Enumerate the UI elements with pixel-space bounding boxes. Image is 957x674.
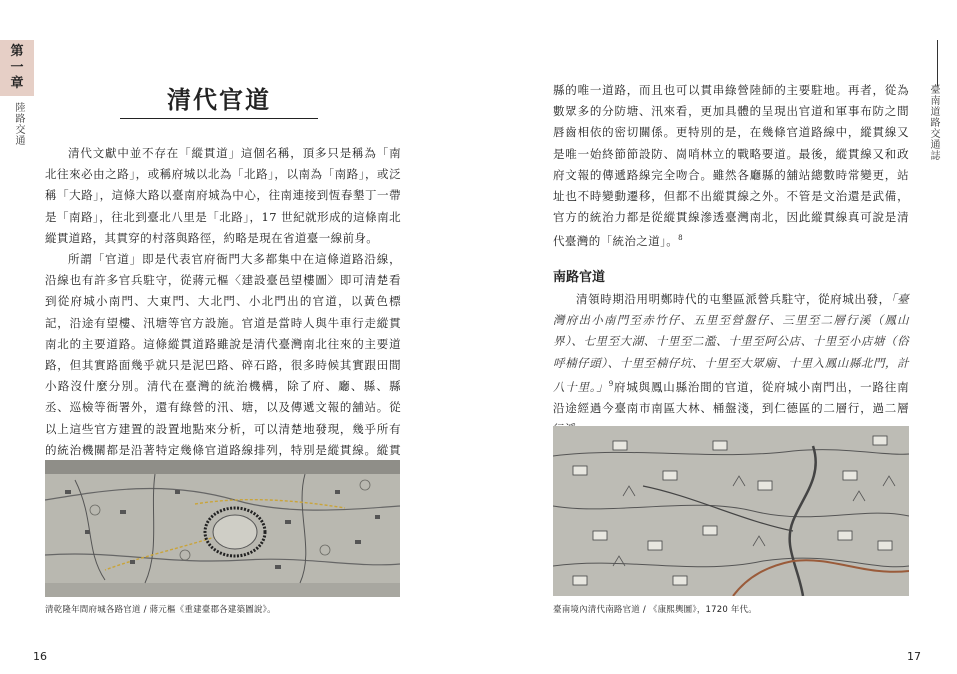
running-header-title: 臺南道路交通誌 bbox=[928, 84, 939, 161]
paragraph-text: 府城與鳳山縣治間的官道，從府城小南門出，一路往南沿途經過今臺南市南區大林、桶盤淺，到仁德區的二層行，過二層 bbox=[553, 379, 909, 415]
page-number: 17 bbox=[907, 650, 921, 663]
paragraph: 清代文獻中並不存在「縱貫道」這個名稱，頂多只是稱為「南北往來必由之路」，或稱府城以北為「北路」，以南為「南路」，或泛稱「大路」，這條大路以臺南府城為中心，往南連接到恆春墾丁一帶是「南路」，往北到臺北八里是「北路」，17 世紀就形成的這條南北縱貫道路，其貫穿的村落與路徑，約略是現在省道臺一線前身。 bbox=[45, 146, 401, 245]
paragraph: 所謂「官道」即是代表官府衙門大多都集中在這條道路沿線，沿線也有許多官兵駐守，從蔣元樞〈建設臺邑望樓圖〉即可清楚看到從府城小南門、大東門、大北門、小北門出的官道，以黃色標記，沿途有望樓、汛塘等官方設施。官道是當時人與牛車行走縱貫南北的主要道路。這條縱貫道路雖說是清代臺灣南北往來的主要道路，但其實路面幾乎就只是泥巴路、碎石路，很多時候其實跟田間小路沒什麼分別。清代在臺灣的統治機構，除了府、廳、縣、縣丞、巡檢等衙署外，還有綠營的汛、塘，以及傳遞文報的舖站。從以上這些官方建置的設置地點來分析，可以清楚地發現，幾乎所有的統治機關都是沿著特定幾條官道路線排列，特別是縱貫線。縱貫 bbox=[45, 252, 401, 457]
paragraph bbox=[553, 80, 909, 252]
chapter-tab-char: 章 bbox=[10, 76, 24, 91]
subsection-heading: 南路官道 bbox=[553, 270, 606, 285]
map-photo-left bbox=[45, 460, 400, 597]
footnote-mark: 9 bbox=[608, 379, 614, 388]
title-underline bbox=[120, 118, 318, 119]
map-photo-right bbox=[553, 426, 909, 596]
photo-caption: 臺南境內清代南路官道 / 《康熙輿圖》，1720 年代。 bbox=[553, 605, 757, 615]
quote-intro: 清領時期沿用明鄭時代的屯墾區派營兵駐守，從府城出發， bbox=[576, 292, 891, 306]
left-body-text bbox=[45, 143, 401, 482]
running-header-rule bbox=[937, 40, 938, 86]
historical-quote: 「臺灣府出小南門至赤竹仔、五里至營盤仔、三里至二層行溪（鳳山界）、七里至大湖、十里至二濫、十里至阿公店、十里至小店塘（俗呼楠仔頭）、十里至楠仔坑、十里至大眾廟、十里入鳳山縣北門，計八十里。」 bbox=[553, 292, 909, 394]
paragraph bbox=[553, 289, 909, 440]
section-title: 清代官道 bbox=[167, 85, 271, 114]
photo-caption: 清乾隆年間府城各路官道 / 蔣元樞《重建臺郡各建築圖說》。 bbox=[45, 605, 276, 615]
chapter-tab-char: 第 bbox=[10, 44, 24, 59]
right-body-text bbox=[553, 80, 909, 252]
chapter-tab bbox=[0, 40, 34, 96]
chapter-subtitle: 陸路交通 bbox=[13, 102, 24, 146]
paragraph-text: 縣的唯一道路，而且也可以貫串綠營陸師的主要駐地。再者，從為數眾多的分防塘、汛來看，更加具體的呈現出官道和軍事布防之間唇齒相依的密切關係。更特別的是，在幾條官道路線中，縱貫線又是唯一始終節節設防、崗哨林立的戰略要道。最後，縱貫線又和政府文報的傳遞路線完全吻合。雖然各廳縣的舖站總數時常變更，站址也不時變動遷移，但都不出縱貫線之外。不管是文治還是武備，官方的統治力都是從縱貫線滲透臺灣南北，因此縱貫線真可說是清代臺灣的「統治之道」。 bbox=[553, 83, 909, 249]
footnote-mark: 8 bbox=[678, 234, 684, 243]
page-number: 16 bbox=[33, 650, 47, 663]
chapter-tab-char: 一 bbox=[10, 60, 24, 75]
route-description bbox=[553, 289, 909, 440]
